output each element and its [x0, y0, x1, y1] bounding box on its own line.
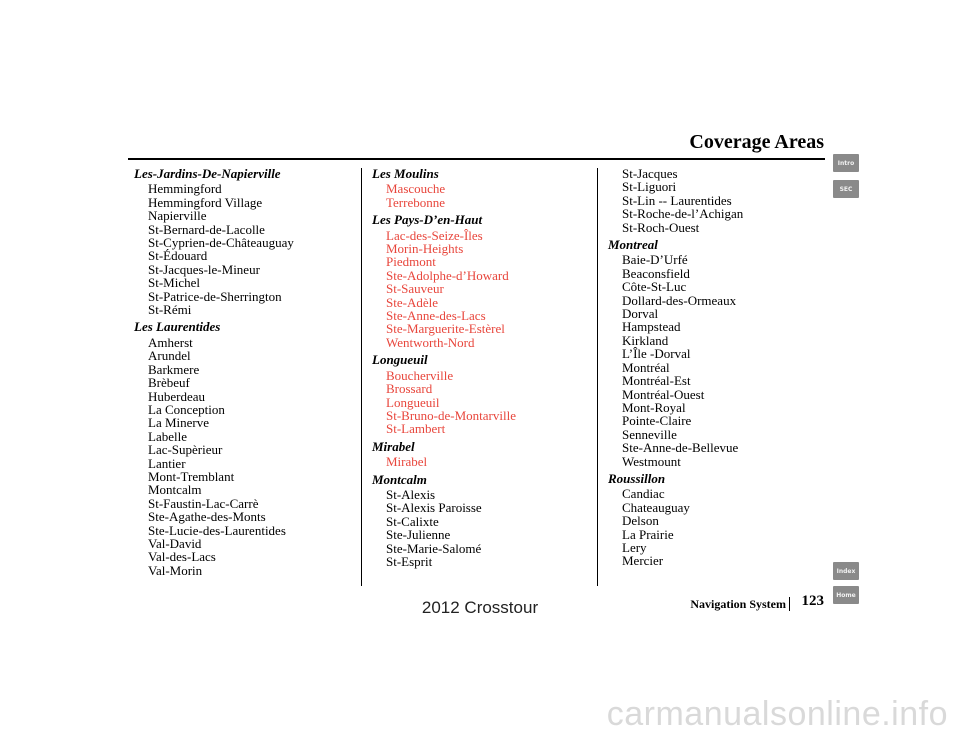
city-item: St-Cyprien-de-Châteauguay: [148, 235, 294, 251]
region-items: [608, 253, 818, 468]
region-items: [608, 487, 818, 567]
city-link[interactable]: Mascouche: [386, 181, 446, 197]
city-item: Montréal-Est: [622, 373, 691, 389]
footer-label: Navigation System: [690, 597, 786, 611]
city-item: Hemmingford Village: [148, 194, 263, 210]
city-item: Ste-Anne-de-Bellevue: [622, 440, 739, 456]
city-item: Lantier: [148, 455, 186, 471]
city-item: Beaconsfield: [622, 265, 690, 281]
city-item: Napierville: [148, 208, 207, 224]
city-item: Ste-Agathe-des-Monts: [148, 509, 266, 525]
city-item: St-Rémi: [148, 302, 192, 318]
city-link[interactable]: Ste-Adolphe-d’Howard: [386, 267, 509, 283]
region-group: [134, 167, 354, 316]
city-link[interactable]: Ste-Marguerite-Estèrel: [386, 321, 505, 337]
region-heading: Les Laurentides: [134, 319, 221, 335]
city-link[interactable]: St-Sauveur: [386, 281, 444, 297]
city-item: St-Calixte: [386, 513, 439, 529]
city-item: Candiac: [622, 486, 665, 502]
column-1: [134, 167, 354, 581]
city-item: Brèbeuf: [148, 375, 190, 391]
city-item: St-Michel: [148, 275, 200, 291]
region-group: [608, 472, 818, 568]
region-items: [372, 182, 592, 209]
model-watermark: 2012 Crosstour: [421, 598, 539, 617]
region-heading: Montcalm: [372, 471, 427, 487]
city-item: Westmount: [622, 453, 681, 469]
region-group: [608, 238, 818, 468]
city-link[interactable]: Lac-des-Seize-Îles: [386, 227, 483, 243]
city-item: St-Roche-de-l’Achigan: [622, 206, 744, 222]
city-link[interactable]: Ste-Anne-des-Lacs: [386, 308, 486, 324]
city-item: Val-David: [148, 535, 202, 551]
site-watermark: carmanualsonline.info: [606, 695, 948, 733]
city-item: St-Roch-Ouest: [622, 219, 700, 235]
sec-button[interactable]: SEC: [833, 180, 859, 198]
city-item: Val-Morin: [148, 562, 203, 578]
city-item: St-Jacques-le-Mineur: [148, 261, 260, 277]
city-item: La Prairie: [622, 526, 674, 542]
city-item: Labelle: [148, 428, 187, 444]
column-2: [372, 167, 592, 572]
city-item: Mercier: [622, 553, 664, 569]
index-button[interactable]: Index: [833, 562, 859, 580]
city-item: Val-des-Lacs: [148, 549, 216, 565]
city-link[interactable]: Wentworth-Nord: [386, 334, 475, 350]
region-items: [134, 182, 354, 316]
city-item: Ste-Marie-Salomé: [386, 540, 482, 556]
city-item: Kirkland: [622, 332, 669, 348]
region-group: [134, 320, 354, 577]
city-link[interactable]: St-Bruno-de-Montarville: [386, 407, 516, 423]
city-link[interactable]: Longueuil: [386, 394, 440, 410]
region-group: [372, 353, 592, 435]
city-item: Lery: [622, 539, 647, 555]
region-items: [372, 369, 592, 436]
region-group: [372, 213, 592, 349]
city-item: L’Île -Dorval: [622, 346, 691, 362]
city-item: St-Édouard: [148, 248, 208, 264]
region-heading: Les-Jardins-De-Napierville: [134, 166, 281, 181]
region-group: [372, 167, 592, 209]
home-button[interactable]: Home: [833, 586, 859, 604]
city-item: Mont-Tremblant: [148, 468, 235, 484]
column-divider-1: [361, 168, 362, 586]
region-heading: Les Pays-D’en-Haut: [372, 212, 483, 228]
region-group: [372, 473, 592, 569]
city-item: Ste-Lucie-des-Laurentides: [148, 522, 286, 538]
city-item: Ste-Julienne: [386, 527, 451, 543]
city-item: Senneville: [622, 426, 677, 442]
city-item: Chateauguay: [622, 499, 690, 515]
city-item: Hemmingford: [148, 181, 222, 197]
region-items: [372, 229, 592, 350]
title-rule: [128, 158, 825, 160]
city-item: St-Bernard-de-Lacolle: [148, 221, 265, 237]
city-item: St-Patrice-de-Sherrington: [148, 288, 282, 304]
city-item: St-Alexis: [386, 486, 436, 502]
city-link[interactable]: Boucherville: [386, 367, 454, 383]
page-title: Coverage Areas: [689, 131, 824, 153]
city-link[interactable]: Terrebonne: [386, 194, 446, 210]
city-item: Montréal-Ouest: [622, 386, 705, 402]
page-number: 123: [801, 593, 824, 609]
column-divider-2: [597, 168, 598, 586]
city-item: Amherst: [148, 334, 193, 350]
city-item: Arundel: [148, 348, 191, 364]
region-heading: Roussillon: [608, 470, 666, 486]
city-item: La Minerve: [148, 415, 210, 431]
city-item: Delson: [622, 513, 659, 529]
city-link[interactable]: Piedmont: [386, 254, 436, 270]
city-item: Dollard-des-Ormeaux: [622, 292, 737, 308]
column-3: [608, 167, 818, 572]
city-item: Baie-D’Urfé: [622, 252, 688, 268]
city-link[interactable]: St-Lambert: [386, 421, 446, 437]
city-link[interactable]: Ste-Adèle: [386, 294, 438, 310]
region-items: [372, 455, 592, 468]
city-item: Mont-Royal: [622, 399, 686, 415]
city-item: Pointe-Claire: [622, 413, 692, 429]
region-heading: Longueuil: [372, 352, 428, 368]
city-item: Côte-St-Luc: [622, 279, 687, 295]
city-item: St-Esprit: [386, 553, 433, 569]
city-item: St-Alexis Paroisse: [386, 500, 482, 516]
city-item: Montcalm: [148, 482, 202, 498]
region-heading: Les Moulins: [372, 166, 439, 181]
city-item: Hampstead: [622, 319, 681, 335]
city-link[interactable]: Brossard: [386, 381, 433, 397]
city-item: Huberdeau: [148, 388, 206, 404]
region-items: [134, 336, 354, 577]
region-items: [372, 488, 592, 568]
city-item: Lac-Supèrieur: [148, 442, 223, 458]
city-item: Barkmere: [148, 361, 200, 377]
intro-button[interactable]: Intro: [833, 154, 859, 172]
city-item: St-Jacques: [622, 166, 678, 181]
city-item: Dorval: [622, 306, 659, 322]
region-heading: Mirabel: [372, 438, 415, 454]
city-item: St-Faustin-Lac-Carrè: [148, 495, 259, 511]
region-heading: Montreal: [608, 237, 658, 253]
continued-list: [608, 167, 818, 234]
city-item: La Conception: [148, 401, 225, 417]
city-item: Montréal: [622, 359, 670, 375]
region-group: [372, 440, 592, 469]
city-link[interactable]: Mirabel: [386, 454, 428, 470]
city-link[interactable]: Morin-Heights: [386, 241, 464, 257]
city-item: St-Liguori: [622, 179, 677, 195]
city-item: St-Lin -- Laurentides: [622, 192, 732, 208]
